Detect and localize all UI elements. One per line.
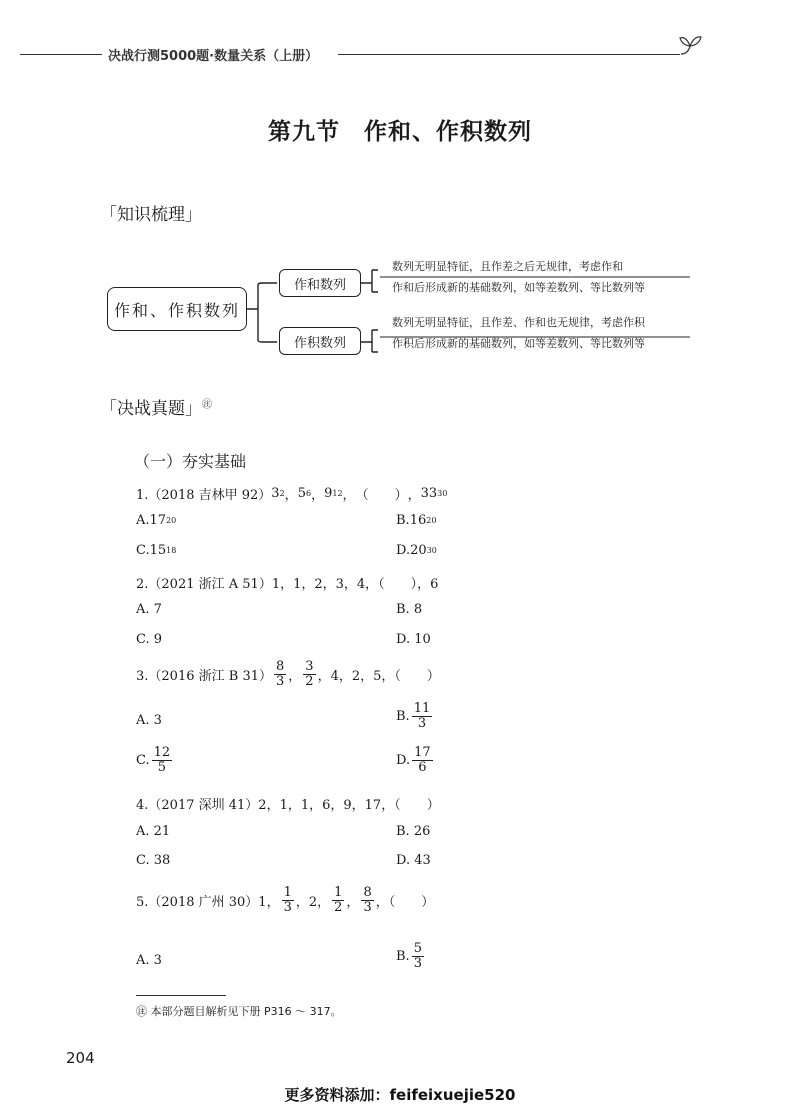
fraction: $\frac{5}{3}$ [413,941,422,971]
question-5-option-a: A. 3 [136,953,162,968]
question-4-option-d: D. 43 [396,853,431,868]
mindmap-desc-product-2: 作积后形成新的基础数列，如等差数列、等比数列等 [392,337,645,350]
question-3-option-d: D. $\frac{17}{6}$ [396,745,431,775]
question-4-option-b: B. 26 [396,824,431,839]
mindmap-desc-product-1: 数列无明显特征，且作差、作和也无规律，考虑作积 [392,316,645,329]
footnote-rule [136,995,226,996]
exam-heading [100,394,212,419]
note-mark-icon: ㊟ [202,399,212,411]
question-5-option-b: B. $\frac{5}{3}$ [396,941,422,971]
mindmap-node-sum: 作和数列 [279,269,361,297]
section-title: 第九节 作和、作积数列 [268,119,532,145]
question-3-option-b: B. $\frac{11}{3}$ [396,701,431,731]
exam-heading-text: 「决战真题」 [100,399,202,419]
fraction: $\frac{8}{3}$ [363,885,372,915]
mindmap-desc-sum-1: 数列无明显特征，且作差之后无规律，考虑作和 [392,260,623,273]
knowledge-heading: 「知识梳理」 [100,205,202,225]
mindmap-desc-sum-2: 作和后形成新的基础数列，如等差数列、等比数列等 [392,281,645,294]
question-2-option-c: C. 9 [136,632,163,647]
subsection-heading: （一）夯实基础 [134,452,247,471]
mindmap-node-product: 作积数列 [279,327,361,355]
question-2-option-d: D. 10 [396,632,431,647]
question-2-option-b: B. 8 [396,602,423,617]
fraction: $\frac{3}{2}$ [305,659,314,689]
fraction: $\frac{1}{3}$ [283,885,292,915]
question-4-stem: 4.（2017 深圳 41）2，1，1，6，9，17，（ ） [136,798,440,813]
question-1-stem: 1.（2018 吉林甲 92） 3 2 ， 5 6 ， 9 12 ， （ ） ， 33 30 [136,486,448,503]
question-4-option-a: A. 21 [136,824,171,839]
footnote: ㊟ 本部分题目解析见下册 P316 ～ 317。 [136,1005,342,1018]
question-3-stem: 3.（2016 浙江 B 31） $\frac{8}{3}$ ， $\frac{3}{2}$ ，4，2，5，（ ） [136,659,440,689]
question-1-option-c: C. 15 18 [136,543,177,558]
question-5-stem: 5.（2018 广州 30）1， $\frac{1}{3}$ ，2， $\frac{1}{2}$ ， $\frac{8}{3}$ ，（ ） [136,885,435,915]
fraction: $\frac{8}{3}$ [275,659,285,689]
question-1-option-d: D. 20 30 [396,543,437,558]
question-1-option-a: A. 17 20 [136,513,177,528]
page-number: 204 [66,1049,95,1067]
fraction: $\frac{11}{3}$ [413,701,431,731]
question-3-option-c: C. $\frac{12}{5}$ [136,745,171,775]
watermark-text: 更多资料添加：feifeixuejie520 [284,1086,516,1104]
question-1-option-b: B. 16 20 [396,513,437,528]
question-2-stem: 2.（2021 浙江 A 51）1，1，2，3，4，（ ），6 [136,577,439,592]
question-2-option-a: A. 7 [136,602,162,617]
mindmap-root: 作和、作积数列 [107,287,247,331]
fraction: $\frac{17}{6}$ [414,745,431,775]
header-title: 决战行测5000题·数量关系（上册） [108,49,319,64]
question-3-option-a: A. 3 [136,713,162,728]
fraction: $\frac{12}{5}$ [153,745,171,775]
question-4-option-c: C. 38 [136,853,171,868]
fraction: $\frac{1}{2}$ [334,885,343,915]
